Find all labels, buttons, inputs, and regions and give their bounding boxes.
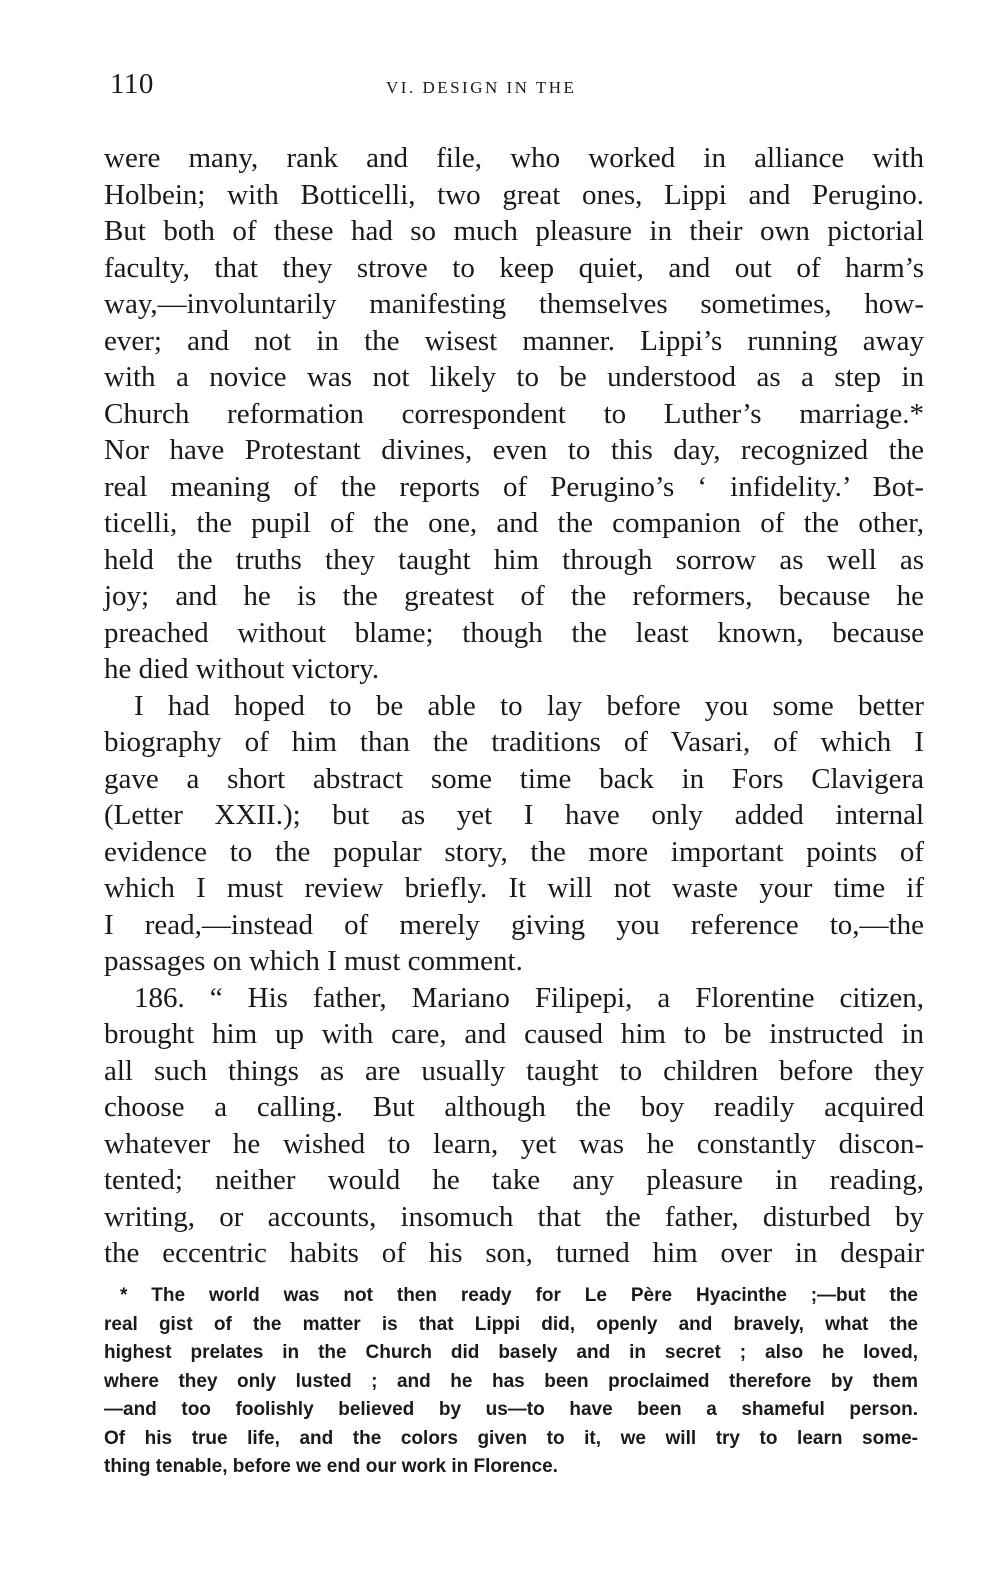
page-number: 110: [110, 68, 154, 100]
body-line: held the truths they taught him through sorrow as well as: [104, 543, 924, 576]
body-line: faculty, that they strove to keep quiet, and out of harm’s: [104, 251, 924, 284]
body-line: I read,—instead of merely giving you reference to,—the: [104, 908, 924, 941]
running-head: VI. DESIGN IN THE: [386, 78, 577, 97]
body-line: whatever he wished to learn, yet was he constantly discon-: [104, 1127, 924, 1160]
footnote-line: real gist of the matter is that Lippi did, openly and bravely, what the: [104, 1313, 918, 1335]
body-line: ever; and not in the wisest manner. Lippi’s running away: [104, 324, 924, 357]
body-line: I had hoped to be able to lay before you some better: [134, 689, 924, 722]
body-line: writing, or accounts, insomuch that the father, disturbed by: [104, 1200, 924, 1233]
page-header: [104, 68, 924, 108]
body-line: he died without victory.: [104, 653, 380, 685]
body-line: with a novice was not likely to be understood as a step in: [104, 361, 924, 393]
body-line: preached without blame; though the least known, because: [104, 616, 924, 649]
body-line: (Letter XXII.); but as yet I have only added internal: [104, 799, 924, 831]
body-line: choose a calling. But although the boy readily acquired: [104, 1091, 924, 1123]
body-line: were many, rank and file, who worked in alliance with: [104, 142, 924, 174]
body-line: passages on which I must comment.: [104, 945, 523, 977]
body-line: But both of these had so much pleasure in their own pictorial: [104, 215, 924, 247]
footnote-line: Of his true life, and the colors given to it, we will try to learn some-: [104, 1427, 918, 1449]
body-line: way,—involuntarily manifesting themselves sometimes, how-: [104, 288, 924, 320]
footnote-line: thing tenable, before we end our work in Florence.: [104, 1456, 558, 1477]
footnote-line: highest prelates in the Church did basely and in secret ; also he loved,: [104, 1342, 918, 1363]
body-line: Holbein; with Botticelli, two great ones, Lippi and Perugino.: [104, 178, 924, 211]
body-line: joy; and he is the greatest of the reformers, because he: [104, 580, 924, 612]
body-line: gave a short abstract some time back in Fors Clavigera: [104, 762, 924, 795]
body-line: all such things as are usually taught to children before they: [104, 1054, 924, 1087]
body-line: the eccentric habits of his son, turned him over in despair: [104, 1237, 924, 1269]
body-line: real meaning of the reports of Perugino’s ‘ infidelity.’ Bot-: [104, 470, 924, 503]
body-line: ticelli, the pupil of the one, and the companion of the other,: [104, 507, 924, 539]
body-line: Church reformation correspondent to Luther’s marriage.*: [104, 397, 924, 430]
body-line: brought him up with care, and caused him to be instructed in: [104, 1018, 924, 1050]
body-text: [104, 140, 924, 1272]
footnote-line: where they only lusted ; and he has been proclaimed therefore by them: [104, 1370, 918, 1392]
body-line: 186. “ His father, Mariano Filipepi, a Florentine citizen,: [134, 981, 924, 1014]
body-line: evidence to the popular story, the more important points of: [104, 835, 924, 868]
body-line: tented; neither would he take any pleasure in reading,: [104, 1164, 924, 1196]
body-line: Nor have Protestant divines, even to this day, recognized the: [104, 434, 924, 466]
footnote-line: * The world was not then ready for Le Père Hyacinthe ;—but the: [120, 1285, 918, 1306]
body-line: which I must review briefly. It will not waste your time if: [104, 872, 924, 904]
footnote: [104, 1282, 918, 1482]
body-line: biography of him than the traditions of Vasari, of which I: [104, 726, 924, 758]
footnote-line: —and too foolishly believed by us—to have been a shameful person.: [104, 1399, 918, 1420]
